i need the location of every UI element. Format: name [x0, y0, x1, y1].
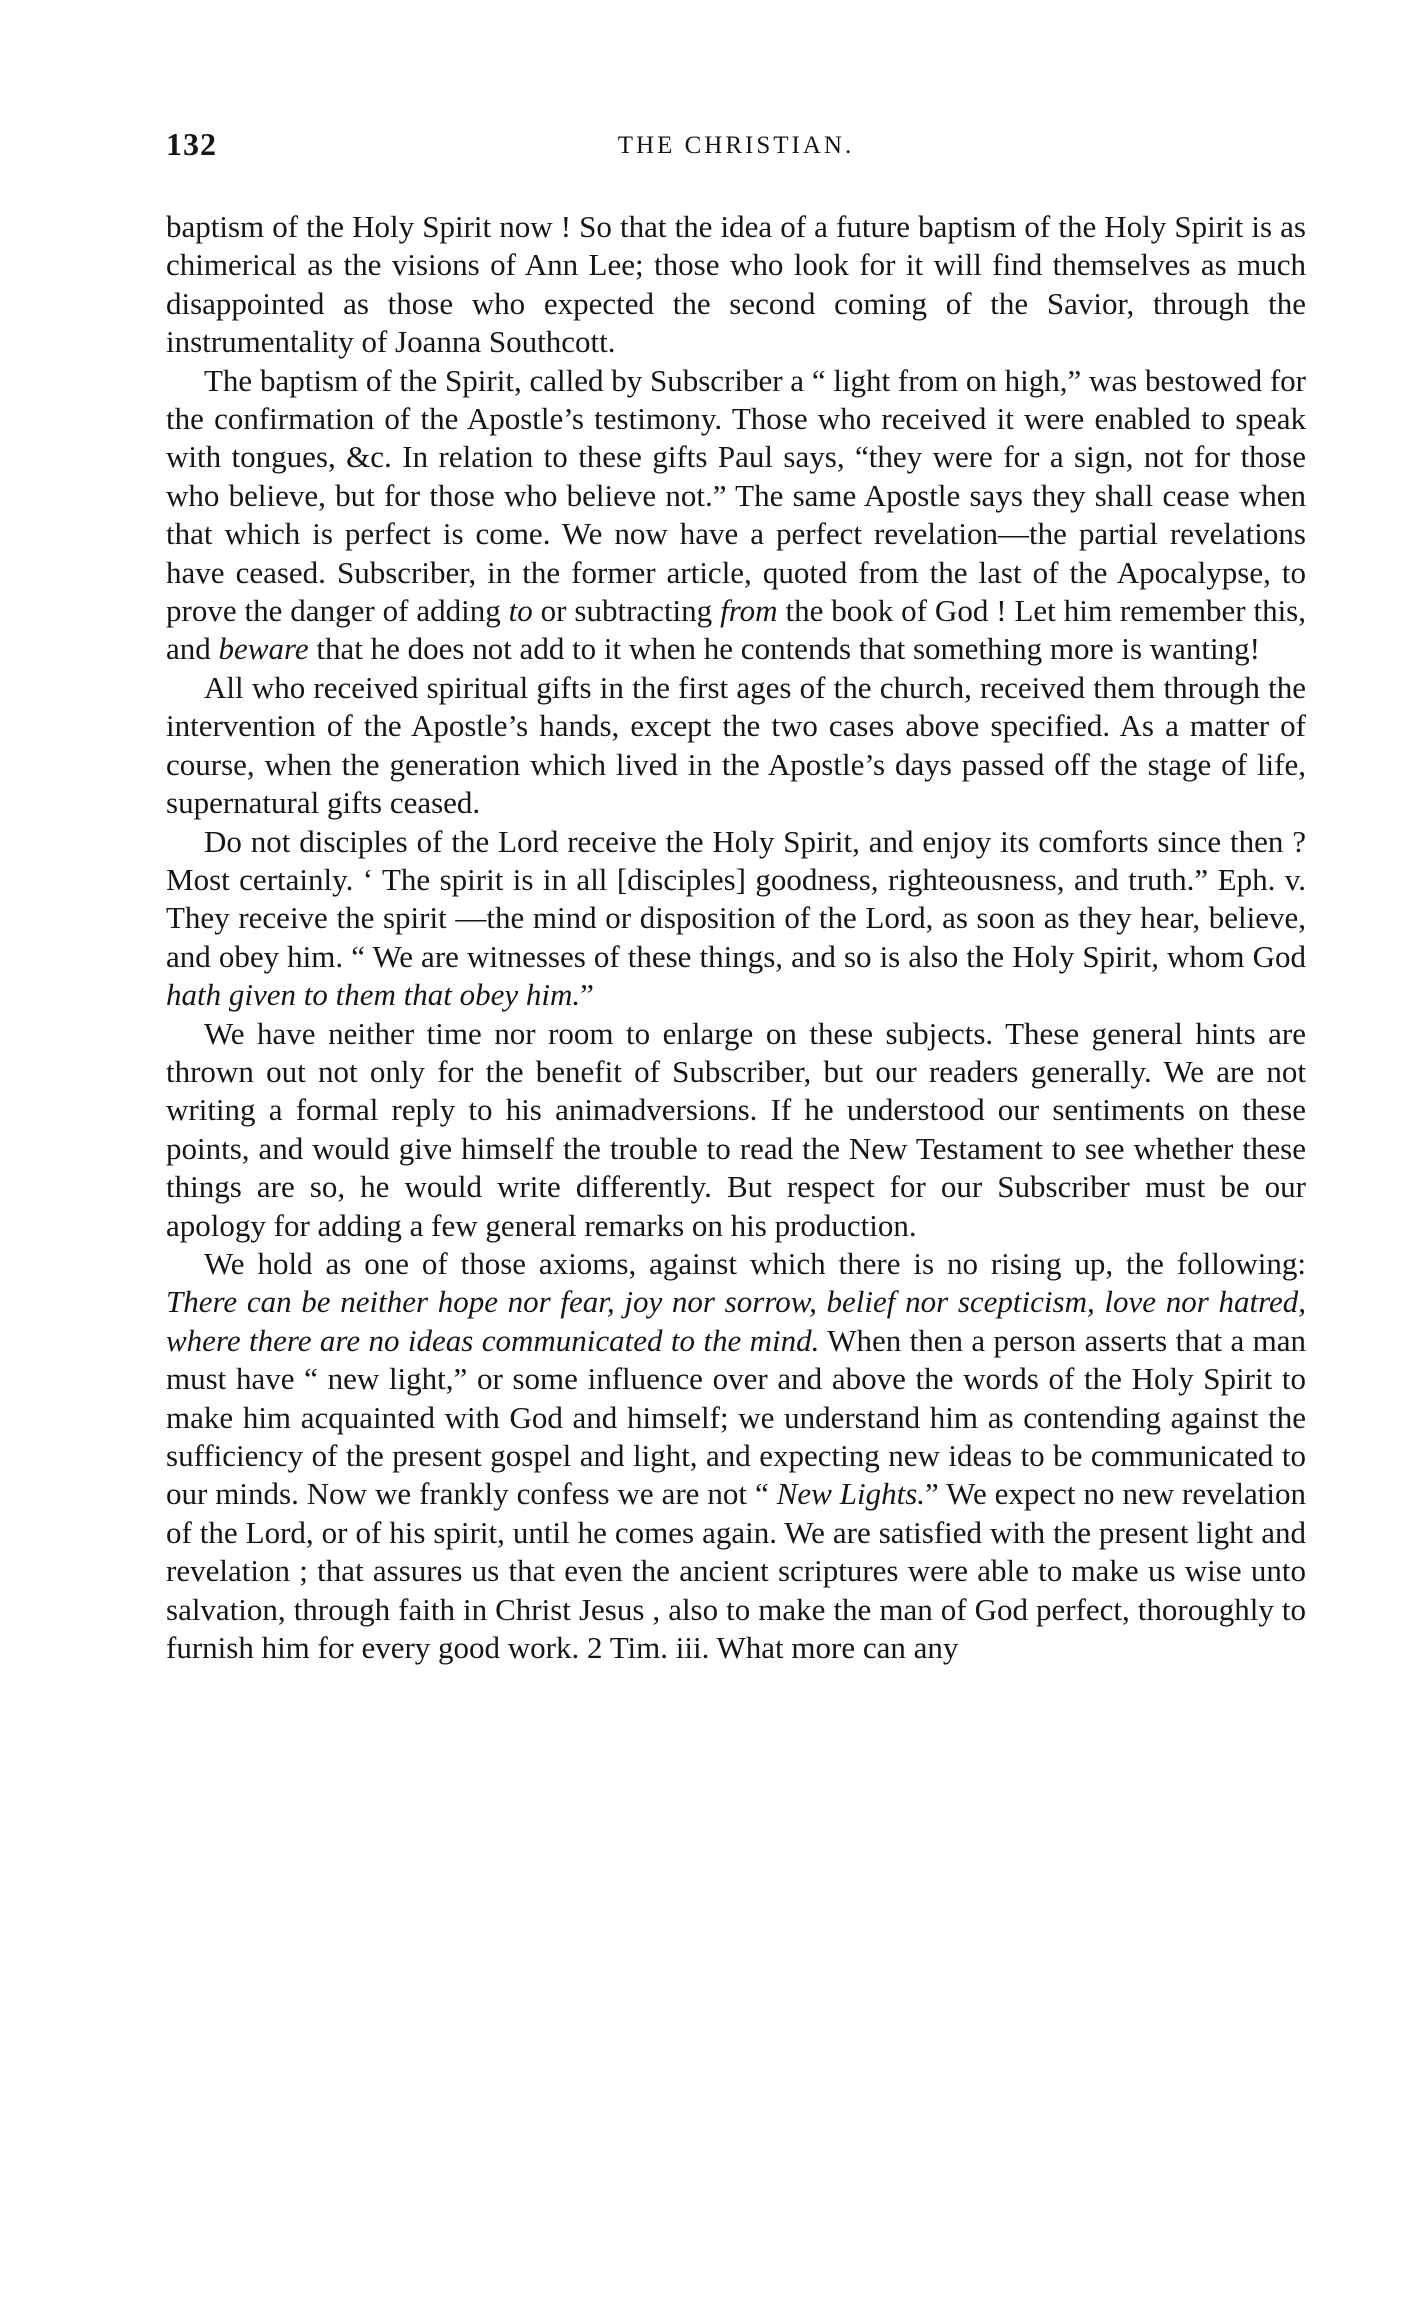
text-run: ” — [580, 977, 594, 1013]
italic-text-run: to — [508, 593, 533, 629]
text-run: that he does not add to it when he contends that something more is wanting! — [308, 631, 1260, 667]
italic-text-run: There can be neither hope nor fear, joy nor sorrow, belief nor scepticism, love nor hatred, where there are no ideas communicated to the mind. — [166, 1284, 1306, 1358]
italic-text-run: from — [720, 593, 778, 629]
running-head — [166, 126, 1306, 166]
text-run: All who received spiritual gifts in the first ages of the church, received them through the intervention of the Apostle’s hands, except the two cases above specified. As a matter of course, when the generation which lived in the Apostle’s days passed off the stage of life, supernatural gifts ceased. — [166, 669, 1306, 821]
italic-text-run: hath given to them that obey him. — [166, 977, 581, 1013]
text-run: We hold as one of those axioms, against which there is no rising up, the following: — [204, 1245, 1306, 1281]
page-number: 132 — [166, 126, 217, 162]
journal-title: THE CHRISTIAN. — [617, 132, 855, 159]
text-run: The baptism of the Spirit, called by Subscriber a “ light from on high,” was bestowed for the confirmation of the Apostle’s testimony. Those who received it were enabled to speak with tongues, &c. In relation to these gifts Paul says, “they were for a sign, not for those who believe, but for those who believe not.” The same Apostle says they shall cease when that which is perfect is come. We now have a perfect revelation—the partial revelations have ceased. Subscriber, in the former article, quoted from the last of the Apocalypse, to prove the danger of adding — [166, 362, 1306, 629]
text-run: baptism of the Holy Spirit now ! So that the idea of a future baptism of the Holy Spirit is as chimerical as the visions of Ann Lee; those who look for it will find themselves as much disappointed as those who expected the second coming of the Savior, through the instrumentality of Joanna Southcott. — [166, 209, 1306, 360]
text-run: Do not disciples of the Lord receive the Holy Spirit, and enjoy its comforts since then ? Most certainly. ‘ The spirit is in all [disciples] goodness, righteousness, and truth.” Eph. v. They receive the spirit —the mind or disposition of the Lord, as soon as they hear, believe, and obey him. “ We are witnesses of these things, and so is also the Holy Spirit, whom God — [166, 823, 1306, 974]
paragraph — [166, 208, 1306, 362]
paragraph — [166, 1245, 1306, 1667]
text-run: When then a person asserts that a man must have “ new light,” or some influence over and above the words of the Holy Spirit to make him acquainted with God and himself; we understand him as contending against the sufficiency of the present gospel and light, and expecting new ideas to be communicated to our minds. Now we frankly confess we are not “ — [166, 1322, 1306, 1512]
text-run: or subtracting — [532, 593, 721, 629]
text-run: ” We expect no new revelation of the Lord, or of his spirit, until he comes again. We are satisfied with the present light and revelation ; that assures us that even the ancient scriptures were able to make us wise unto salvation, through faith in Christ Jesus , also to make the man of God perfect, thoroughly to furnish him for every good work. 2 Tim. iii. What more can any — [166, 1476, 1306, 1666]
text-run: the book of God ! Let him remember this, and — [166, 593, 1306, 667]
body-text — [166, 208, 1306, 1667]
paragraph — [166, 1015, 1306, 1245]
text-run: We have neither time nor room to enlarge on these subjects. These general hints are thrown out not only for the benefit of Subscriber, but our readers generally. We are not writing a formal reply to his animadversions. If he understood our sentiments on these points, and would give himself the trouble to read the New Testament to see whether these things are so, he would write differently. But respect for our Subscriber must be our apology for adding a few general remarks on his production. — [166, 1015, 1306, 1243]
paragraph — [166, 669, 1306, 823]
paragraph — [166, 362, 1306, 669]
italic-text-run: beware — [218, 631, 309, 667]
italic-text-run: New Lights. — [776, 1476, 926, 1512]
paragraph — [166, 823, 1306, 1015]
